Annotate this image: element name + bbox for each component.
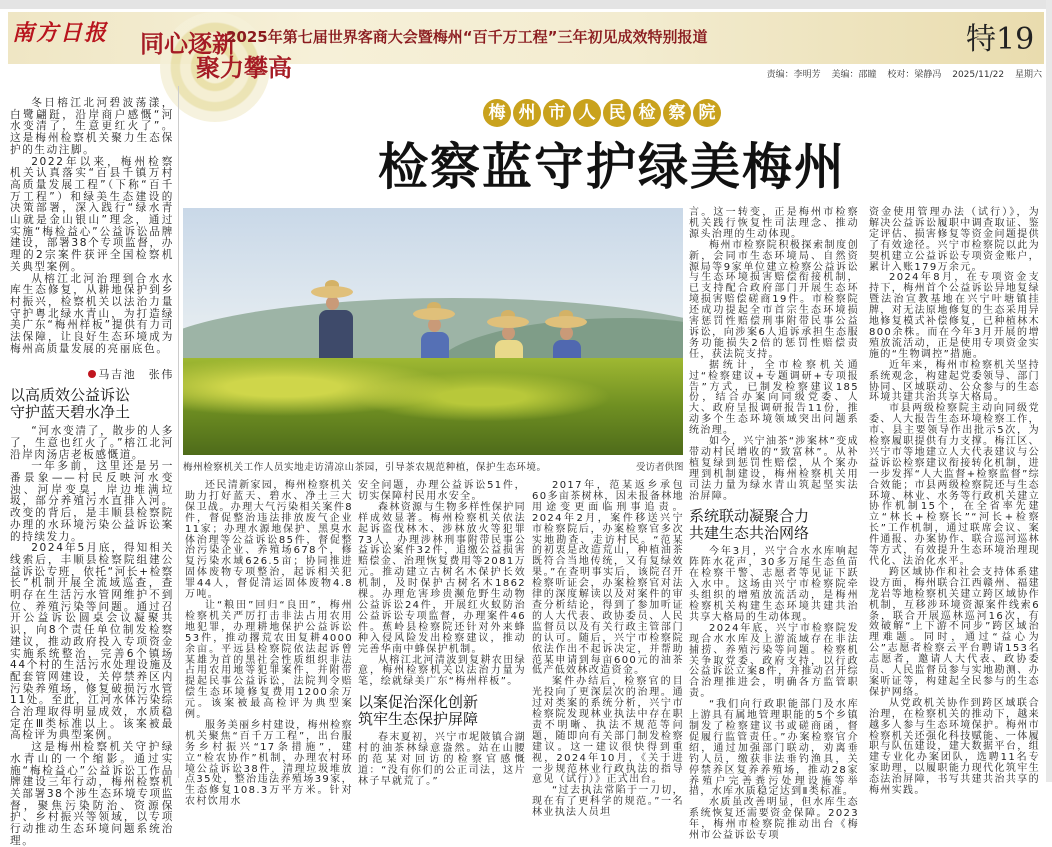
section-heading-line: 筑牢生态保护屏障 — [358, 710, 479, 729]
byline-authors: 马吉池 张伟 — [98, 368, 174, 382]
body-paragraph: 跨区域协作和社会支持体系建设方面，梅州联合江西赣州、福建龙岩等地检察机关建立跨区域协作机制，互移涉环境资源案件线索6条，联合开展巡林巡河16次，有效破解“上下游不同步”跨区域治理难题。同时，通过“益心为公”志愿者检察云平台聘请153名志愿者，邀请人大代表、政协委员、人民监督员参与实地勘测、办案听证等，构建起全民参与的生态保护网络。 — [869, 566, 1040, 698]
section-heading-line: 系统联动凝聚合力 — [689, 507, 810, 526]
badge-char: 检 — [633, 99, 661, 127]
tea-garden-photo — [183, 208, 683, 455]
badge-char: 州 — [513, 99, 541, 127]
editor-credits — [763, 67, 1042, 80]
section-heading-line: 守护蓝天碧水净土 — [10, 403, 131, 422]
intro-paragraph: 2022年以来，梅州检察机关认真落实“百县千镇万村高质量发展工程”（下称“百千万工程”）和绿美生态建设的决策部署，深入践行“绿水青山就是金山银山”理念，通过实施“梅检益心”公益诉讼品牌建设，部署38个专项监督，办理的2宗案件获评全国检察机关典型案例。 — [10, 155, 174, 273]
newspaper-logo: 南方日报 — [12, 20, 109, 46]
photo-tea-bushes — [183, 358, 683, 455]
body-paragraph: 这是梅州检察机关守护绿水青山的一个缩影。通过实施“梅检益心”公益诉讼工作品牌建设三年行动，梅州检察机关部署38个涉生态环境专项监督，聚焦污染防治、资源保护、乡村振兴等领域，以专项行动推动生态环境问题系统治理。 — [10, 741, 174, 847]
credit-editor: 责编：李明芳 — [766, 70, 821, 80]
body-paragraph: 安全问题，办理公益诉讼51件，切实保障村民用水安全。 — [358, 480, 526, 502]
body-paragraph: 2024年8月，在专项资金支持下，梅州首个公益诉讼异地复绿暨法治宣教基地在兴宁叶塘镇挂牌，对无法原地修复的生态采用异地修复模式补偿修复，已种植林木800余株。而在今年3月开展的增殖放流活动，正是使用专项资金实施的“生物调控”措施。 — [869, 272, 1040, 360]
section-heading-line: 共建生态共治网络 — [689, 524, 810, 543]
badge-char: 梅 — [483, 99, 511, 127]
special-report-subtitle: 2025年第七届世界客商大会暨梅州“百千万工程”三年初见成效特别报道 — [226, 28, 708, 46]
body-paragraph: 梅州市检察院积极探索制度创新，会同市生态环境局、自然资源局等9家单位建立检察公益诉讼与生态环境损害赔偿衔接机制，已支持配合政府部门开展生态环境损害赔偿磋商19件。市检察院还成功提起全市首宗生态环境损害惩罚性赔偿刑事附带民事公益诉讼，向涉案6人追诉承担生态服务功能损失2倍的惩罚性赔偿责任，获法院支持。 — [689, 239, 859, 360]
badge-char: 察 — [663, 99, 691, 127]
section-heading-line: 以高质效公益诉讼 — [10, 386, 131, 405]
photo-caption: 梅州检察机关工作人员实地走访清凉山茶园，引导茶农规范种植，保护生态环境。 — [183, 462, 547, 473]
badge-char: 市 — [543, 99, 571, 127]
article-column — [358, 481, 526, 788]
body-paragraph: 一年多前，这里还是另一番景象——村民反映河水变浊、河岸变臭，岸边堆满垃圾，部分养殖污水直排入河。改变的背后，是丰顺县检察院办理的水环境污染公益诉讼案的持续发力。 — [10, 460, 174, 543]
body-paragraph: 从党政机关协作到跨区域联合治理，在检察机关的推动下，越来越多人参与生态环境保护。梅州市检察机关还强化科技赋能、一体履职与队伍建设，建大数据平台，组建专业化办案团队，选聘11名专家助理，以履职能力现代化筑牢生态法治屏障，书写共建共治共享的梅州实践。 — [869, 697, 1040, 797]
credit-weekday: 星期六 — [1014, 70, 1042, 80]
section-heading — [358, 694, 526, 728]
intro-paragraph: 从榕江北河治理到合水水库生态修复，从耕地保护到乡村振兴，检察机关以法治力量守护粤北绿水青山，为打造绿美广东“梅州样板”提供有力司法保障，让良好生态环境成为梅州高质量发展的亮丽底色。 — [10, 272, 174, 355]
body-paragraph: 据统计，全市检察机关通过“检察建议+专题调研+专项报告”方式，已制发检察建议185份，结合办案向同级党委、人大、政府呈报调研报告11份，推动多个生态环境领域突出问题系统治理。 — [689, 359, 859, 437]
article-column — [869, 208, 1040, 797]
slogan-line-2: 聚力攀高 — [196, 54, 292, 82]
body-paragraph: “过去执法常陷于一刀切，现在有了更科学的规范。”一名林业执法人员坦 — [532, 785, 684, 819]
article-column — [689, 208, 859, 842]
section-heading-line: 以案促治深化创新 — [358, 693, 479, 712]
credit-proofreader: 校对：梁静冯 — [887, 70, 942, 80]
left-column — [10, 98, 174, 847]
body-paragraph: 还民清新家园，梅州检察机关助力打好蓝天、碧水、净土三大保卫战。办理大气污染相关案件8件，督促整治违法排放废气企业11家；办理水源地保护、黑臭水体治理等公益诉讼85件，督促整治污染企业、养殖场678个，修复污染水域626.5亩；协同推进固体废物专项整治，起诉相关犯罪44人，督促清运固体废物4.8万吨。 — [185, 480, 353, 601]
photo-credit: 受访者供图 — [636, 462, 684, 473]
body-paragraph: 森林资源与生物多样性保护同样成效显著。梅州检察机关依法起诉盗伐林木、涉林放火等犯罪73人，办理涉林刑事附带民事公益诉讼案件32件，追缴公益损害赔偿金、治理恢复费用等2081万元。推动建立古树名木保护长效机制，及时保护古树名木1862棵。办理危害珍贵濒危野生动物公益诉讼24件，开展红火蚁防治公益诉讼专项监督，办理案件46件。蕉岭县检察院还针对外来蜂种入侵风险发出检察建议，推动完善华南中蜂保护机制。 — [358, 501, 526, 655]
badge-char: 人 — [573, 99, 601, 127]
body-paragraph: 今年3月，兴宁合水水库响起阵阵水花声，30多万尾生态鱼苗在检察干警、志愿者等见证下跃入水中。这场由兴宁市检察院牵头组织的增殖放流活动，是梅州检察机关构建生态环境共建共治共享大格局的生动体现。 — [689, 546, 859, 623]
body-paragraph: 水质虽改善明显，但水库生态系统恢复还需要资金保障。2023年，梅州市检察院推动出台《梅州市公益诉讼专项 — [689, 797, 859, 842]
badge-char: 民 — [603, 99, 631, 127]
body-paragraph: 2024年底，兴宁市检察院发现合水水库及上游流域存在非法捕捞、养殖污染等问题。检察机关争取党委、政府支持，以行政公益诉讼立案8件，并推动召开综合治理推进会，明确各方监管职责。 — [689, 622, 859, 700]
body-paragraph: “我们向行政职能部门及水库上游具有属地管理职能的5个乡镇制发了检察建议书或磋商函，督促履行监管责任。”办案检察官介绍，通过加强部门联动，劝离垂钓人员，缴获非法垂钓渔具，关停禁养区复养养殖场，推动28家养殖户完善粪污处理设施等举措，水库水质稳定达到Ⅱ类标准。 — [689, 699, 859, 798]
body-paragraph: 近年来，梅州市检察机关坚持系统观念，构建起党委领导、部门协同、区域联动、公众参与的生态环境共建共治共享大格局。 — [869, 359, 1040, 404]
body-paragraph: “河水变清了，散步的人多了，生意也红火了。”榕江北河沿岸肉汤店老板感慨道。 — [10, 425, 174, 461]
body-paragraph: 资金使用管理办法（试行）》，为解决公益诉讼履职中调查取证、鉴定评估、损害修复等资金问题提供了有效途径。兴宁市检察院以此为契机建立公益诉讼专项资金账户，累计入账179万余元。 — [869, 207, 1040, 273]
page-top-bar — [0, 0, 1052, 9]
credit-date: 2025/11/22 — [952, 70, 1005, 80]
body-paragraph: 服务美丽乡村建设，梅州检察机关聚焦“百千万工程”，出台服务乡村振兴“17条措施”，建立“检农协作”机制，办理农村环境公益诉讼38件，清理垃圾堆放点35处，整治违法养殖场39家，生态修复108.3万平方米。针对农村饮用水 — [185, 719, 353, 808]
credit-designer: 美编：邵瞳 — [831, 70, 877, 80]
body-paragraph: 市县两级检察院主动向同级党委、人大报告生态环境检察工作，市、县主要领导作出批示5次，为检察履职提供有力支撑。梅江区、兴宁市等地建立人大代表建议与公益诉讼检察建议衔接转化机制，进一步发挥“人大监督+检察监督”综合效能；市县两级检察院还与生态环境、林业、水务等行政机关建立协作机制15个，在全省率先建立“林长+检察长”“河长+检察长”工作机制，通过联席会议、案件通报、办案协作、联合巡河巡林等方式，有效提升生态环境治理现代化、法治化水平。 — [869, 403, 1040, 567]
bullet-dot-icon — [88, 370, 96, 378]
page-right-border — [1046, 0, 1052, 782]
body-paragraph: 春末夏初，兴宁市坭陂镇合湖村的油茶林绿意盎然。站在山腰的范某对回访的检察官感慨道：“没有你们的公正司法，这片林子早就荒了。” — [358, 732, 526, 787]
main-headline: 检察蓝守护绿美梅州 — [378, 137, 846, 196]
body-paragraph: 如今，兴宁油茶“涉案林”变成带动村民增收的“致富林”。从补植复绿到惩罚性赔偿，从个案办理到机制建设，梅州检察机关用司法力量为绿水青山筑起坚实法治屏障。 — [689, 436, 859, 502]
body-paragraph: 从榕江北河清波到复耕农田绿意，梅州检察机关以法治力量为笔，绘就绿美广东“梅州样板”。 — [358, 654, 526, 688]
institution-badges — [483, 99, 721, 127]
slogan-line-1: 同心逐新 — [140, 30, 236, 58]
body-paragraph: 2024年5月底，得知相关线索后，丰顺县检察院组建公益诉讼专班，依托“河长+检察长”机制开展全流域巡查，查明存在生活污水管网维护不到位、养殖污染等问题。通过召开公益诉讼圆桌会议凝聚共识，向8个责任单位制发检察建议，推动政府投入专项资金实施系统整治，完善6个镇场44个村的生活污水处理设施及配套管网建设，关停禁养区内污染养殖场，修复破损污水管11处。至此，江河水体污染综合治理取得明显成效，水质稳定在Ⅲ类标准以上。该案被最高检评为典型案例。 — [10, 542, 174, 742]
article-column — [185, 481, 353, 808]
body-paragraph: 案件办结后，检察官的目光投向了更深层次的治理。通过对类案的系统分析，兴宁市检察院发现林业执法中存在职责不明晰、执法不规范等问题，随即向有关部门制发检察建议。这一建议很快得到重视，2024年10月，《关于进一步规范林业行政执法的指导意见（试行）》正式出台。 — [532, 676, 684, 786]
article-column — [532, 481, 684, 819]
column-divider — [178, 86, 179, 778]
section-heading — [689, 508, 859, 542]
body-paragraph: 2017年，范某返乡承包60多亩茶树林，因未报备林地用途变更面临刑事追责。2024年2月，案件移送兴宁市检察院后，办案检察官多次实地勘查、走访村民。“范某的初衷是改造荒山，种植油茶既符合当地传统，又有复绿效果。”在查明事实后，该院召开检察听证会，办案检察官对法律的深度解读以及对案件的审查分析结论，得到了参加听证的人大代表、政协委员、人民监督员以及有关行政主管部门的认可。随后，兴宁市检察院依法作出不起诉决定，并帮助范某申请到每亩600元的油茶低产低效林改造资金。 — [532, 480, 684, 677]
badge-char: 院 — [693, 99, 721, 127]
body-paragraph: 让“粮田”回归“良田”，梅州检察机关严厉打击非法占用农用地犯罪，办理耕地保护公益诉讼53件，推动撂荒农田复耕4000余亩。平远县检察院依法起诉曾某雄为首的黑社会性质组织非法占用农用地等犯罪案件，并附带提起民事公益诉讼，法院判令赔偿生态环境修复费用1200余万元。该案被最高检评为典型案例。 — [185, 599, 353, 721]
byline — [10, 369, 174, 381]
page-number: 特19 — [966, 22, 1035, 57]
section-heading — [10, 387, 174, 421]
body-paragraph: 言。这一转变，正是梅州市检察机关践行恢复性司法理念、推动源头治理的生动体现。 — [689, 207, 859, 240]
intro-paragraph: 冬日榕江北河碧波荡漾，白鹭翩跹，沿岸商户感慨“河水变清了，生意更红火了”。这是梅州检察机关聚力生态保护的生动注脚。 — [10, 97, 174, 156]
